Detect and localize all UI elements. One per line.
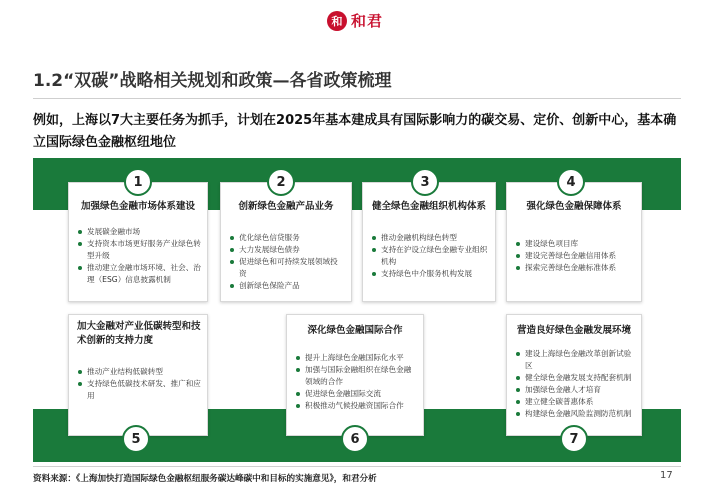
task-bullet: 创新绿色保险产品 bbox=[229, 280, 345, 292]
task-number-2: 2 bbox=[267, 168, 295, 196]
task-card-7 bbox=[506, 314, 642, 436]
task-bullet: 推动建立金融市场环境、社会、治理（ESG）信息披露机制 bbox=[77, 262, 201, 286]
task-bullet: 促进绿色和可持续发展领域投资 bbox=[229, 256, 345, 280]
task-bullet: 优化绿色信贷服务 bbox=[229, 232, 345, 244]
task-card-1 bbox=[68, 182, 208, 302]
task-bullet: 建立健全碳普惠体系 bbox=[515, 396, 635, 408]
task-title: 加大金融对产业低碳转型和技术创新的支持力度 bbox=[77, 321, 201, 346]
task-title: 深化绿色金融国际合作 bbox=[307, 325, 403, 336]
task-bullet: 支持在沪设立绿色金融专业组织机构 bbox=[371, 244, 489, 268]
page-title: 1.2“双碳”战略相关规划和政策—各省政策梳理 bbox=[33, 71, 392, 91]
task-number-7: 7 bbox=[560, 425, 588, 453]
task-bullet: 建设绿色项目库 bbox=[515, 238, 635, 250]
task-bullet: 构建绿色金融风险监测防范机制 bbox=[515, 408, 635, 420]
title-divider bbox=[33, 98, 681, 99]
task-title: 加强绿色金融市场体系建设 bbox=[80, 201, 195, 212]
task-bullet: 加强与国际金融组织在绿色金融领域的合作 bbox=[295, 364, 417, 388]
task-bullet: 建设完善绿色金融信用体系 bbox=[515, 250, 635, 262]
source-note: 资料来源：《上海加快打造国际绿色金融枢纽服务碳达峰碳中和目标的实施意见》，和君分析 bbox=[33, 474, 377, 484]
task-bullet: 探索完善绿色金融标准体系 bbox=[515, 262, 635, 274]
task-bullet: 提升上海绿色金融国际化水平 bbox=[295, 352, 417, 364]
task-bullet: 推动产业结构低碳转型 bbox=[77, 366, 201, 378]
brand-mark-icon: 和 bbox=[327, 11, 347, 31]
task-card-2 bbox=[220, 182, 352, 302]
page-number: 17 bbox=[660, 470, 673, 481]
task-card-5 bbox=[68, 314, 208, 436]
task-bullet: 支持绿色中介服务机构发展 bbox=[371, 268, 489, 280]
task-bullet: 推动金融机构绿色转型 bbox=[371, 232, 489, 244]
task-bullet: 健全绿色金融发展支持配套机制 bbox=[515, 372, 635, 384]
task-bullet: 积极推动气候投融资国际合作 bbox=[295, 400, 417, 412]
task-bullet: 加强绿色金融人才培育 bbox=[515, 384, 635, 396]
footer-divider bbox=[33, 466, 681, 467]
task-number-1: 1 bbox=[124, 168, 152, 196]
task-bullet: 大力发展绿色债券 bbox=[229, 244, 345, 256]
task-number-4: 4 bbox=[557, 168, 585, 196]
task-number-6: 6 bbox=[341, 425, 369, 453]
task-title: 强化绿色金融保障体系 bbox=[526, 201, 622, 212]
task-title: 健全绿色金融组织机构体系 bbox=[371, 201, 486, 212]
task-card-4 bbox=[506, 182, 642, 302]
brand-logo bbox=[0, 10, 710, 31]
task-number-5: 5 bbox=[122, 425, 150, 453]
task-bullet: 建设上海绿色金融改革创新试验区 bbox=[515, 348, 635, 372]
task-bullet: 支持资本市场更好服务产业绿色转型升级 bbox=[77, 238, 201, 262]
task-title: 营造良好绿色金融发展环境 bbox=[516, 325, 631, 336]
task-card-6 bbox=[286, 314, 424, 436]
task-bullet: 促进绿色金融国际交流 bbox=[295, 388, 417, 400]
task-title: 创新绿色金融产品业务 bbox=[238, 201, 334, 212]
brand-name: 和君 bbox=[350, 12, 383, 30]
task-card-3 bbox=[362, 182, 496, 302]
task-bullet: 支持绿色低碳技术研发、推广和应用 bbox=[77, 378, 201, 402]
lead-paragraph: 例如，上海以7大主要任务为抓手，计划在2025年基本建成具有国际影响力的碳交易、定价、创新中心，基本确立国际绿色金融枢纽地位 bbox=[33, 113, 677, 150]
task-number-3: 3 bbox=[411, 168, 439, 196]
task-bullet: 发展碳金融市场 bbox=[77, 226, 201, 238]
